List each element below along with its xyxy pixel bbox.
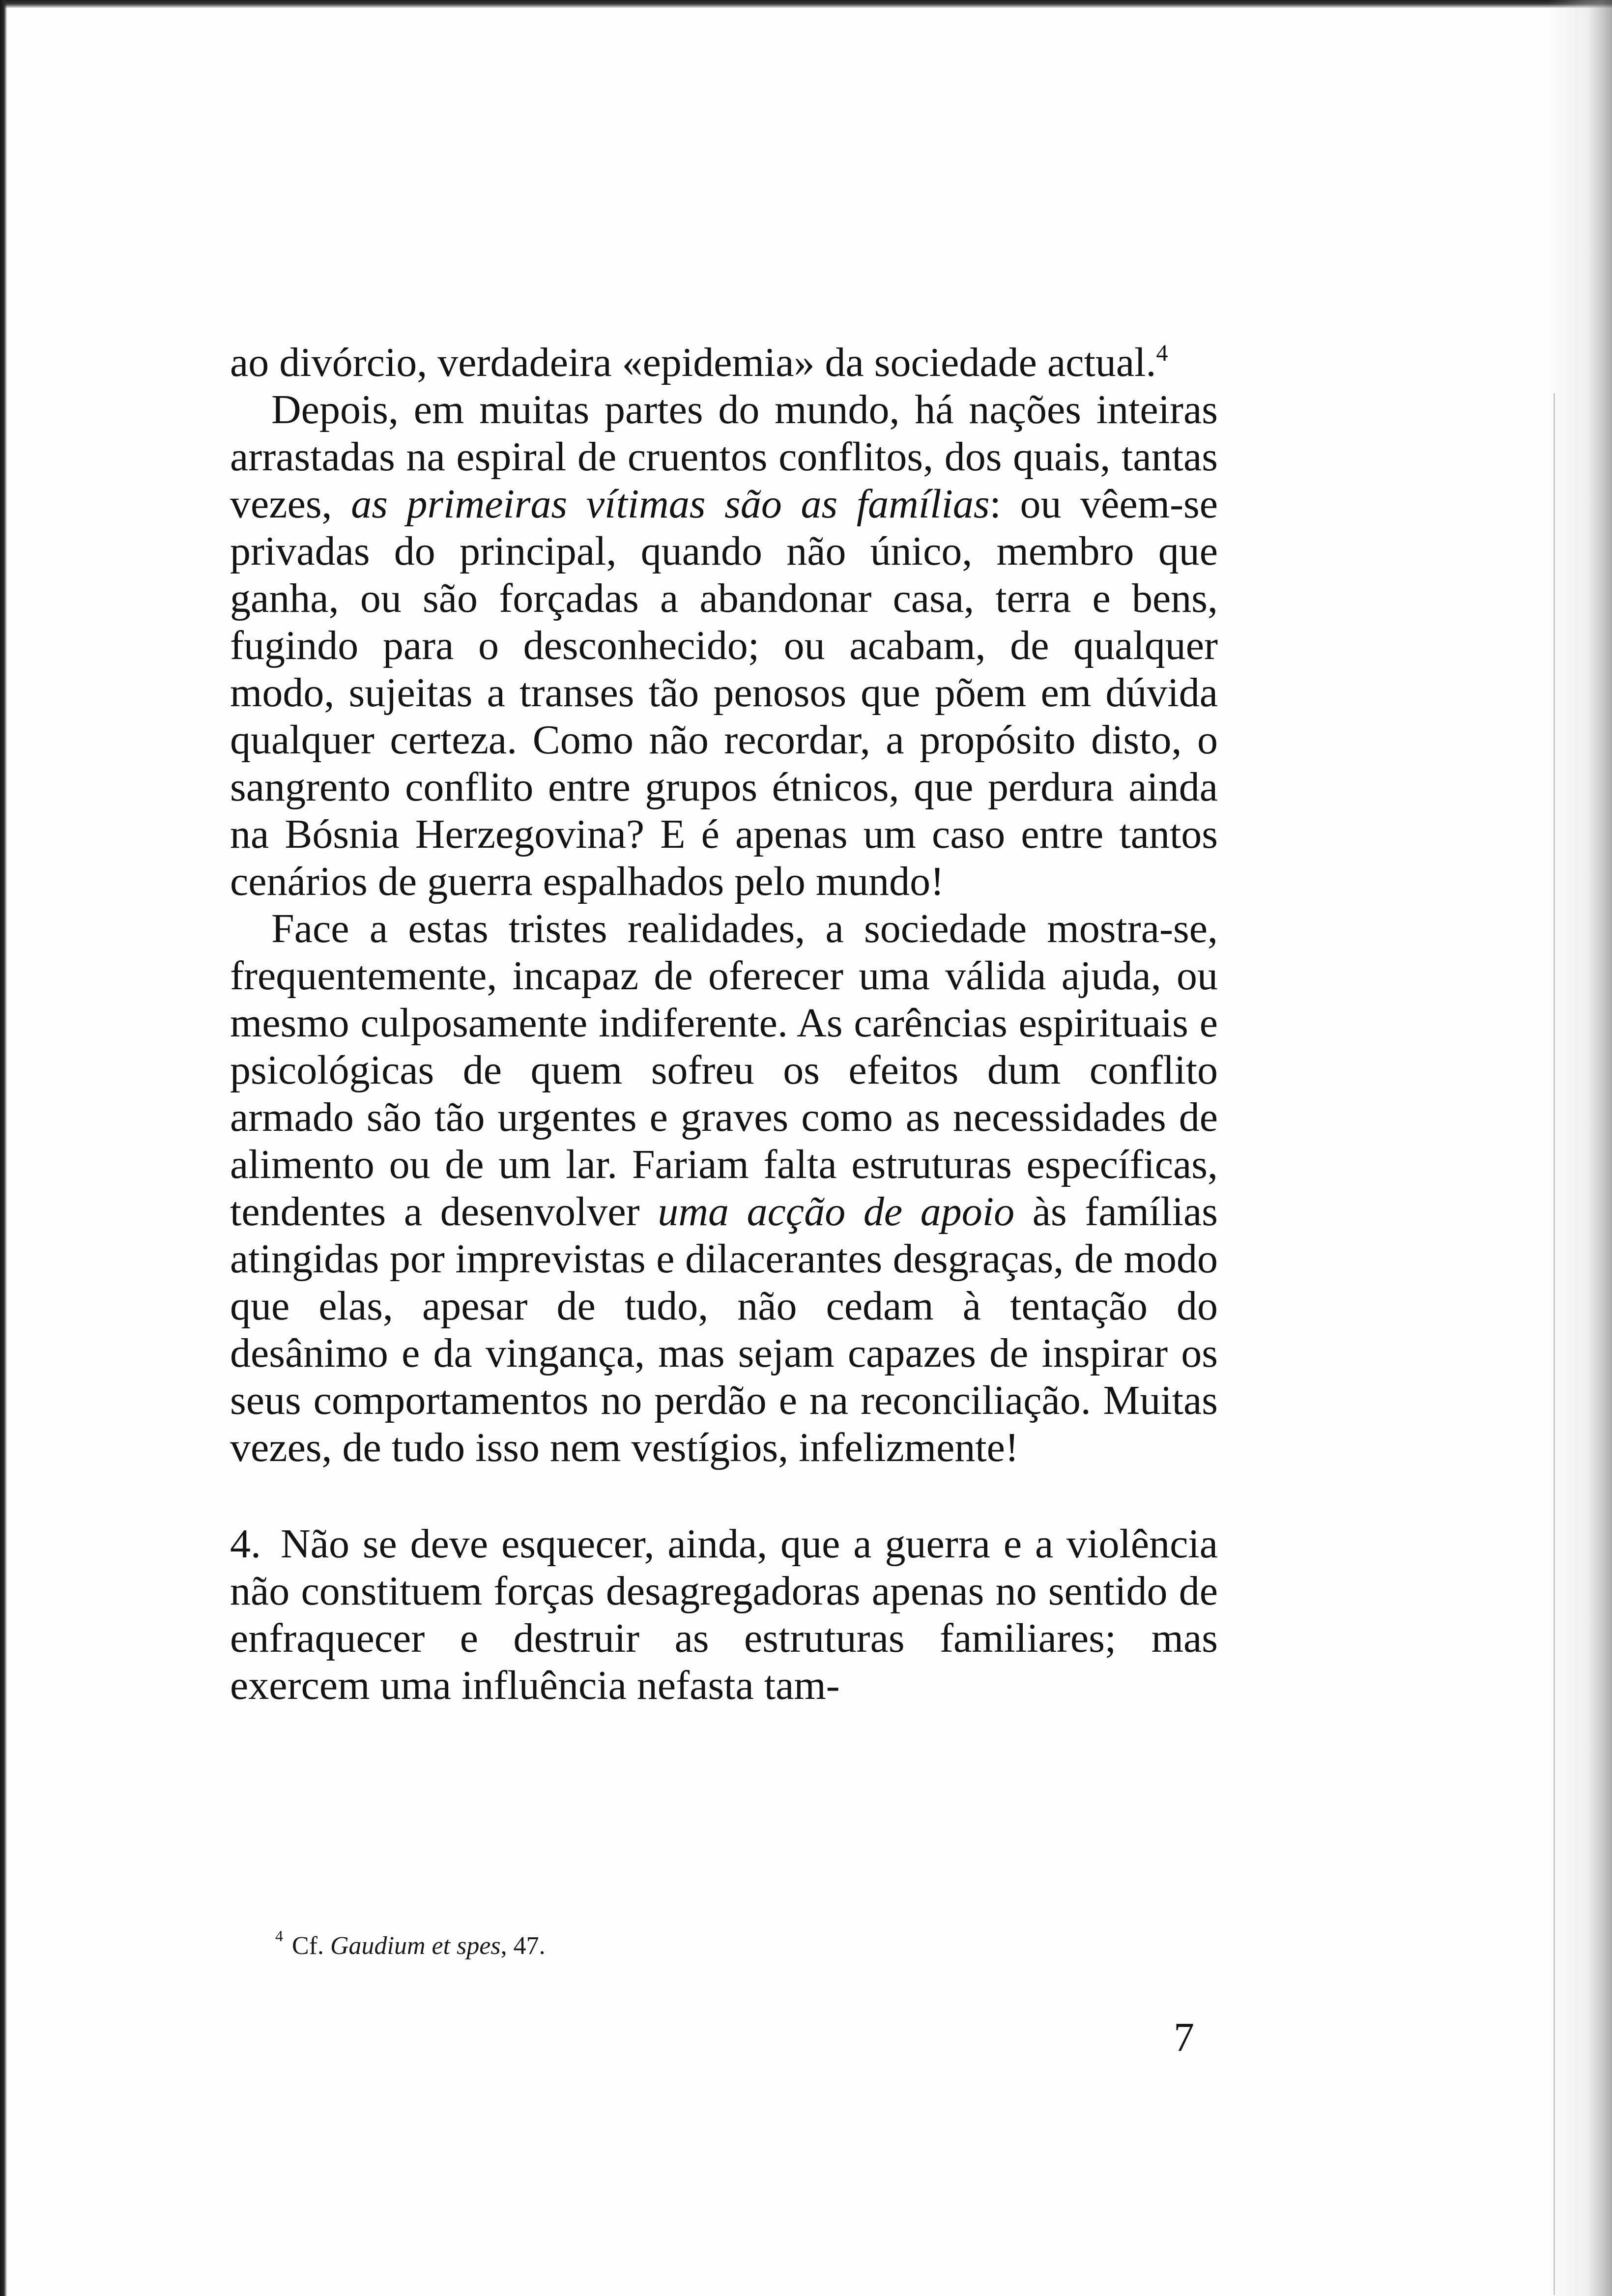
scan-shadow-left <box>0 0 7 2296</box>
scan-shadow-top <box>0 0 1612 8</box>
paragraph-2-text-a: Depois, em muitas partes do mundo, há nações inteiras arrastadas na espiral de cruentos conflitos, dos quais, tantas vezes, <box>230 387 1218 527</box>
paragraph-3-text-b: às famílias atingidas por imprevistas e dilacerantes desgraças, de modo que elas, apesar de tudo, não cedam à tentação do desânimo e da vingança, mas sejam capazes de inspirar os seus comportamentos no perdão e na reconciliação. Muitas vezes, de tudo isso nem vestígios, infelizmente! <box>230 1189 1218 1470</box>
paragraph-2 <box>230 386 1218 905</box>
page-number: 7 <box>1174 2014 1194 2060</box>
section-4-text: Não se deve esquecer, ainda, que a guerra e a violência não constituem forças desagregadoras apenas no sentido de enfraquecer e destruir as estruturas familiares; mas exercem uma influência nefasta tam- <box>230 1521 1218 1708</box>
footnote-reference: 4 <box>1156 340 1168 366</box>
footnote <box>275 1927 546 1962</box>
paragraph-2-text-b: : ou vêem-se privadas do principal, quando não único, membro que ganha, ou são forçadas a abandonar casa, terra e bens, fugindo para o desconhecido; ou acabam, de qualquer modo, sujeitas a transes tão penosos que põem em dúvida qualquer certeza. Como não recordar, a propósito disto, o sangrento conflito entre grupos étnicos, que perdura ainda na Bósnia Herzegovina? E é apenas um caso entre tantos cenários de guerra espalhados pelo mundo! <box>230 481 1218 904</box>
footnote-marker: 4 <box>275 1927 283 1945</box>
body-text <box>230 339 1218 1709</box>
paragraph-3-emphasis: uma acção de apoio <box>658 1189 1015 1234</box>
footnote-prefix: Cf. <box>292 1932 330 1960</box>
section-4-paragraph <box>230 1521 1218 1709</box>
paragraph-2-emphasis: as primeiras vítimas são as famílias <box>351 481 990 527</box>
section-number: 4. <box>230 1521 261 1567</box>
paragraph-3 <box>230 905 1218 1471</box>
scan-shadow-right <box>1548 0 1612 2296</box>
footnote-suffix: , 47. <box>500 1932 546 1960</box>
footnote-title: Gaudium et spes <box>330 1932 501 1960</box>
paragraph-1 <box>230 339 1218 386</box>
scan-edge-line <box>1554 393 1555 2295</box>
paragraph-3-text-a: Face a estas tristes realidades, a sociedade mostra-se, frequentemente, incapaz de oferecer uma válida ajuda, ou mesmo culposamente indiferente. As carências espirituais e psicológicas de quem sofreu os efeitos dum conflito armado são tão urgentes e graves como as necessidades de alimento ou de um lar. Fariam falta estruturas específicas, tendentes a desenvolver <box>230 906 1218 1234</box>
paragraph-1-text: ao divórcio, verdadeira «epidemia» da sociedade actual. <box>230 340 1156 385</box>
